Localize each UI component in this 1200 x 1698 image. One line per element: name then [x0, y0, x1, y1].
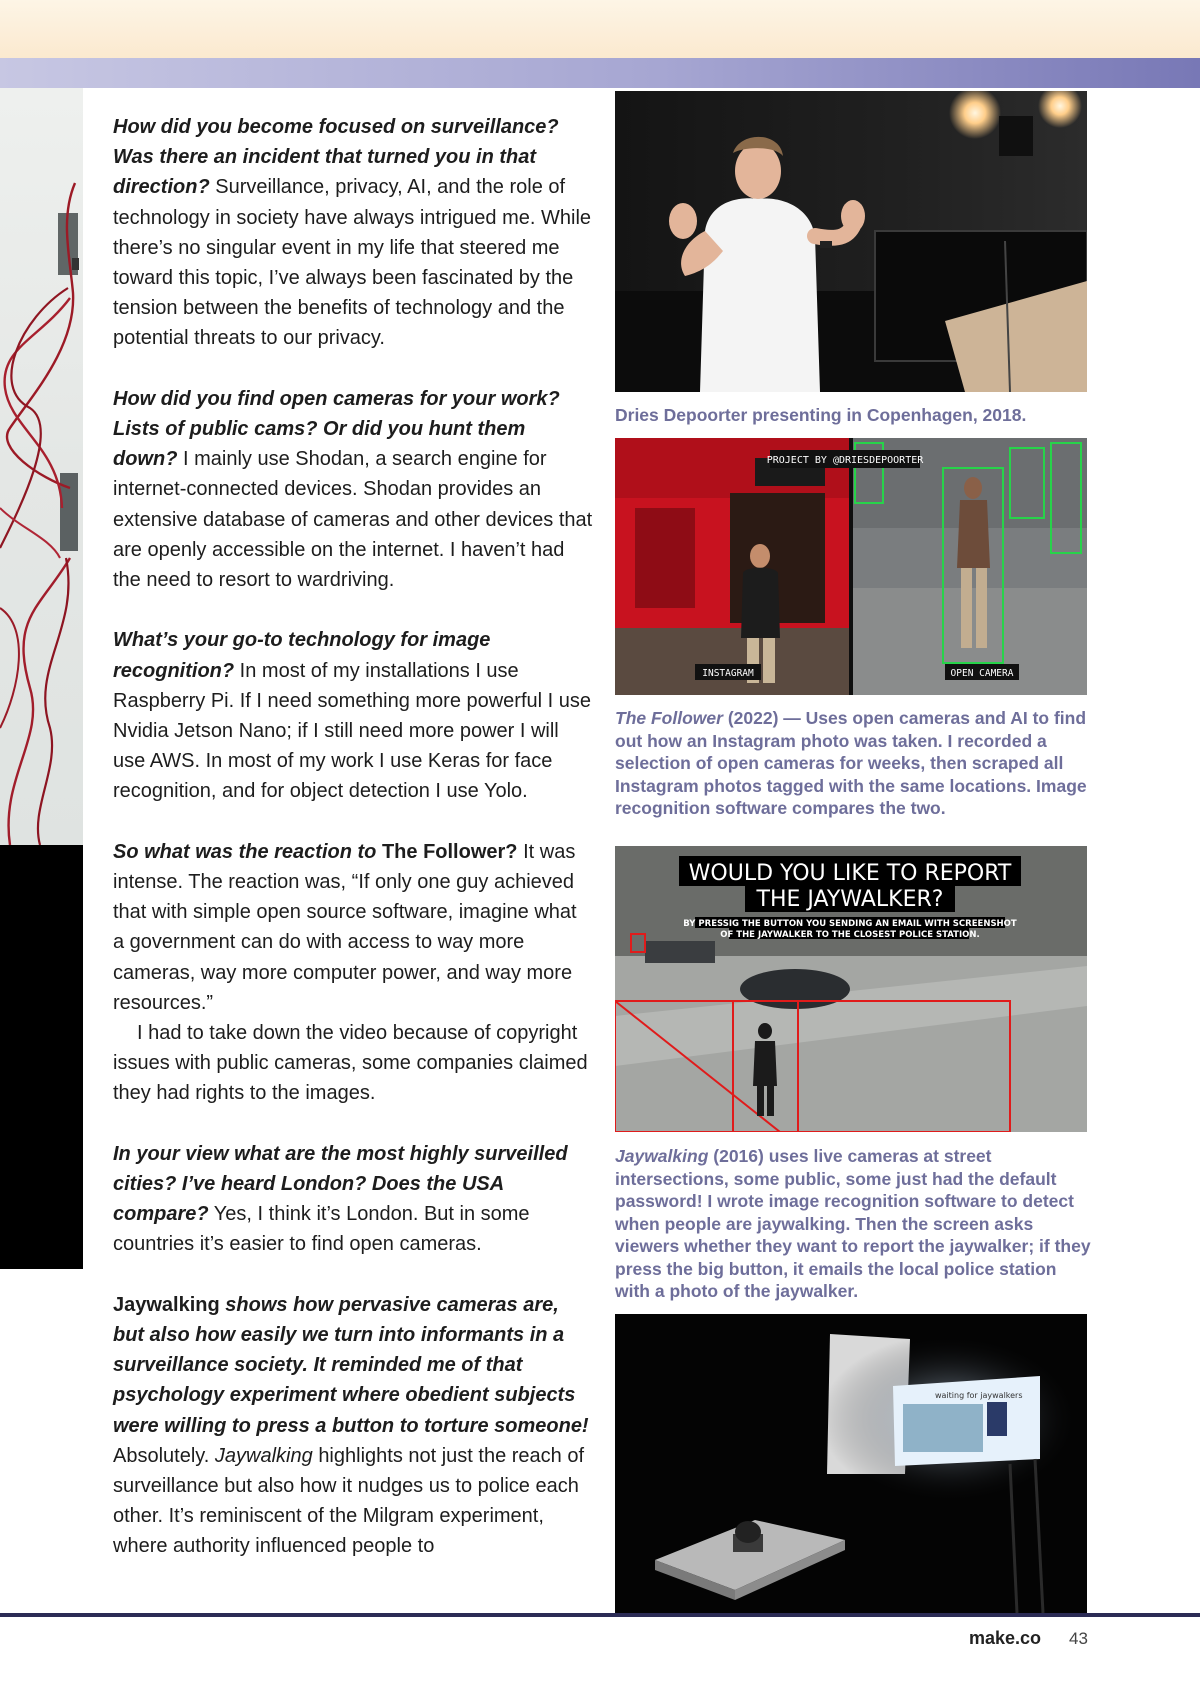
- answer: Yes, I think it’s London. But in some countries it’s easier to find open cameras.: [113, 1203, 530, 1256]
- qa-jaywalking: [113, 1290, 593, 1562]
- qa-surveilled-cities: [113, 1139, 593, 1260]
- left-edge-photo: [0, 88, 83, 845]
- question: So what was the reaction to: [113, 840, 377, 863]
- caption-presenter: Dries Depoorter presenting in Copenhagen, 2018.: [615, 405, 1027, 425]
- question: What’s your go-to technology for image recognition?: [113, 629, 491, 682]
- question: How did you find open cameras for your work? Lists of public cams? Or did you hunt them down?: [113, 387, 560, 471]
- question: How did you become focused on surveillance? Was there an incident that turned you in that direction?: [113, 116, 559, 199]
- answer: It was intense. The reaction was, “If only one guy achieved that with simple open source software, imagine what a government can do with access to way more cameras, way more computer power, and way more resources.”: [113, 840, 577, 1014]
- header-stripe: [0, 58, 1200, 88]
- footer-site-name: make.co: [969, 1628, 1042, 1648]
- caption-jaywalking: [615, 1145, 1095, 1303]
- answer: I mainly use Shodan, a search engine for internet-connected devices. Shodan provides an extensive database of cameras and other devices that are openly accessible on the internet. I haven’t had the need to resort to wardriving.: [113, 448, 593, 592]
- caption-title: Jaywalking: [615, 1146, 709, 1166]
- answer-continued: I had to take down the video because of copyright issues with public cameras, some companies claimed they had rights to the images.: [113, 1022, 588, 1105]
- answer: highlights not just the reach of surveillance but also how it nudges us to police each other. It’s reminiscent of the Milgram experiment, where authority influenced people to: [113, 1444, 585, 1558]
- answer: Surveillance, privacy, AI, and the role of technology in society have always intrigued me. While there’s no singular event in my life that steered me toward this topic, I’ve always been fascinated by the tension between the benefits of technology and the potential threats to our privacy.: [113, 176, 592, 350]
- follower-banner-text: PROJECT BY @DRIESDEPOORTER: [766, 455, 924, 466]
- jaywalking-subtext-line1: BY PRESSIG THE BUTTON YOU SENDING AN EMAIL WITH SCREENSHOT: [683, 919, 1017, 929]
- photo-jaywalking-installation: [615, 1314, 1087, 1613]
- photo-the-follower: [615, 438, 1087, 695]
- jaywalking-headline-line2: THE JAYWALKER?: [756, 887, 944, 912]
- follower-open-camera-tag: OPEN CAMERA: [950, 668, 1014, 679]
- question-title: The Follower?: [381, 840, 518, 863]
- question: In your view what are the most highly surveilled cities? I’ve heard London? Does the USA compare?: [113, 1142, 568, 1226]
- installation-screen-label: waiting for jaywalkers: [935, 1391, 1023, 1400]
- caption-text: (2016) uses live cameras at street intersections, some public, some just had the default password! I wrote image recognition software to detect when people are jaywalking. Then the screen asks viewers whether they want to report the jaywalker; if they press the big button, it emails the local police station with a photo of the jaywalker.: [615, 1146, 1091, 1301]
- header-band: [0, 0, 1200, 58]
- left-edge-black-block: [0, 845, 83, 1269]
- qa-surveillance-focus: [113, 112, 593, 354]
- qa-follower-reaction: [113, 837, 593, 1109]
- jaywalking-subtext-line2: OF THE JAYWALKER TO THE CLOSEST POLICE STATION.: [720, 930, 980, 940]
- qa-image-recognition: [113, 625, 593, 806]
- footer-rule: [0, 1613, 1200, 1617]
- photo-presenter: [615, 91, 1087, 392]
- page-number: 43: [1069, 1629, 1088, 1648]
- answer: In most of my installations I use Raspberry Pi. If I need something more powerful I use Nvidia Jetson Nano; if I still need more power I will use AWS. In most of my work I use Keras for face recognition, and for object detection I use Yolo.: [113, 659, 592, 803]
- question-title: Jaywalking: [113, 1293, 220, 1316]
- qa-open-cameras: [113, 384, 593, 595]
- answer-lead: Absolutely.: [113, 1444, 210, 1467]
- caption-text: (2022) — Uses open cameras and AI to find out how an Instagram photo was taken. I recorded a selection of open cameras for weeks, then scraped all Instagram photos tagged with the same locations. Image recognition software compares the two.: [615, 708, 1087, 818]
- caption-the-follower: [615, 707, 1095, 820]
- photo-jaywalking-screen: [615, 846, 1087, 1132]
- interview-text: [113, 112, 593, 1592]
- answer-title: Jaywalking: [214, 1444, 313, 1467]
- question: shows how pervasive cameras are, but also how easily we turn into informants in a surveillance society. It reminded me of that psychology experiment where obedient subjects were willing to press a button to torture someone!: [113, 1293, 589, 1437]
- caption-title: The Follower: [615, 708, 723, 728]
- follower-instagram-tag: INSTAGRAM: [702, 668, 754, 679]
- jaywalking-headline-line1: WOULD YOU LIKE TO REPORT: [688, 861, 1012, 886]
